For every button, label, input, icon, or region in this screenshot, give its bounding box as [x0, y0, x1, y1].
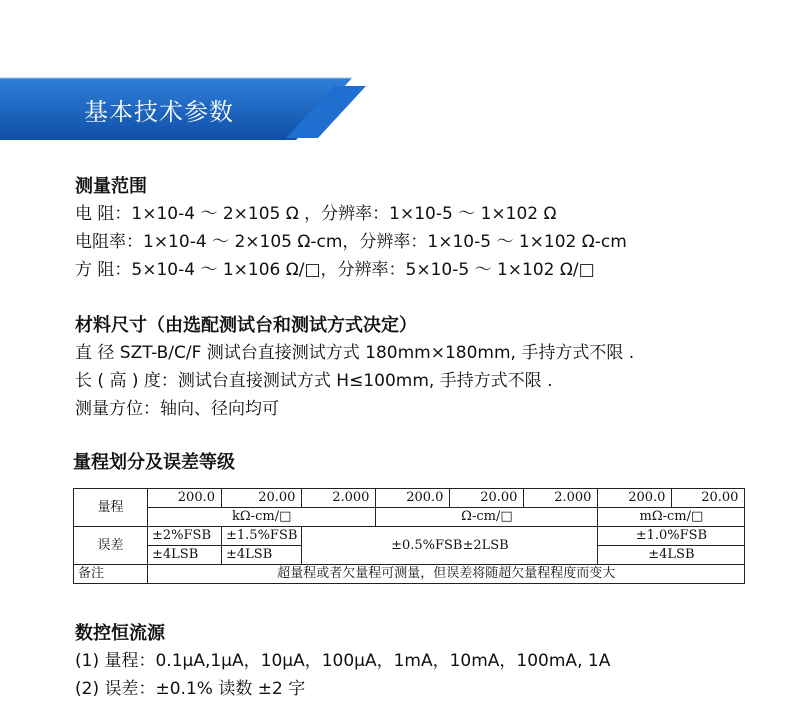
current-line-range: (1) 量程：0.1μA,1μA，10μA，100μA，1mA，10mA，100mA, 1A [75, 651, 611, 671]
error-mid: ±0.5%FSB±2LSB [302, 527, 598, 565]
error-lsb1: ±4LSB [148, 546, 222, 565]
table-heading: 量程划分及误差等级 [73, 452, 235, 473]
unit-mohm: mΩ-cm/□ [598, 508, 745, 527]
range-label: 量程 [74, 489, 148, 527]
banner-title: 基本技术参数 [84, 98, 234, 126]
material-line-orientation: 测量方位：轴向、径向均可 [75, 399, 279, 419]
error-lsb2: ±4LSB [222, 546, 302, 565]
range-value: 20.00 [450, 489, 524, 508]
error-k1: ±2%FSB [148, 527, 222, 546]
error-k2: ±1.5%FSB [222, 527, 302, 546]
range-line-sheet: 方 阻：5×10-4 ～ 1×106 Ω/□，分辨率：5×10-5 ～ 1×102 Ω/□ [75, 260, 595, 280]
current-line-error: (2) 误差：±0.1% 读数 ±2 字 [75, 679, 306, 699]
range-value: 20.00 [672, 489, 745, 508]
range-heading: 测量范围 [75, 176, 147, 197]
material-heading: 材料尺寸（由选配测试台和测试方式决定） [75, 315, 417, 336]
error-m1: ±1.0%FSB [598, 527, 745, 546]
unit-ohm: Ω-cm/□ [376, 508, 598, 527]
note-label: 备注 [74, 565, 148, 584]
range-value: 200.0 [376, 489, 450, 508]
material-section [75, 313, 634, 423]
range-value: 2.000 [524, 489, 598, 508]
range-line-resistivity: 电阻率：1×10-4 ～ 2×105 Ω-cm，分辨率：1×10-5 ～ 1×102 Ω-cm [75, 232, 627, 252]
range-line-resistance: 电 阻：1×10-4 ～ 2×105 Ω ，分辨率：1×10-5 ～ 1×102 Ω [75, 204, 557, 224]
material-line-height: 长 ( 高 ) 度：测试台直接测试方式 H≤100mm, 手持方式不限 . [75, 371, 553, 391]
error-label: 误差 [74, 527, 148, 565]
current-section [75, 621, 610, 703]
error-m2: ±4LSB [598, 546, 745, 565]
note-text: 超量程或者欠量程可测量，但误差将随超欠量程程度而变大 [148, 565, 745, 584]
range-error-table [73, 488, 745, 584]
material-line-diameter: 直 径 SZT-B/C/F 测试台直接测试方式 180mm×180mm, 手持方式不限 . [75, 343, 635, 363]
range-value: 2.000 [302, 489, 376, 508]
range-value: 200.0 [598, 489, 672, 508]
range-section [75, 174, 627, 284]
unit-kohm: kΩ-cm/□ [148, 508, 376, 527]
current-heading: 数控恒流源 [75, 623, 165, 644]
range-value: 200.0 [148, 489, 222, 508]
range-value: 20.00 [222, 489, 302, 508]
table-section [73, 450, 235, 476]
